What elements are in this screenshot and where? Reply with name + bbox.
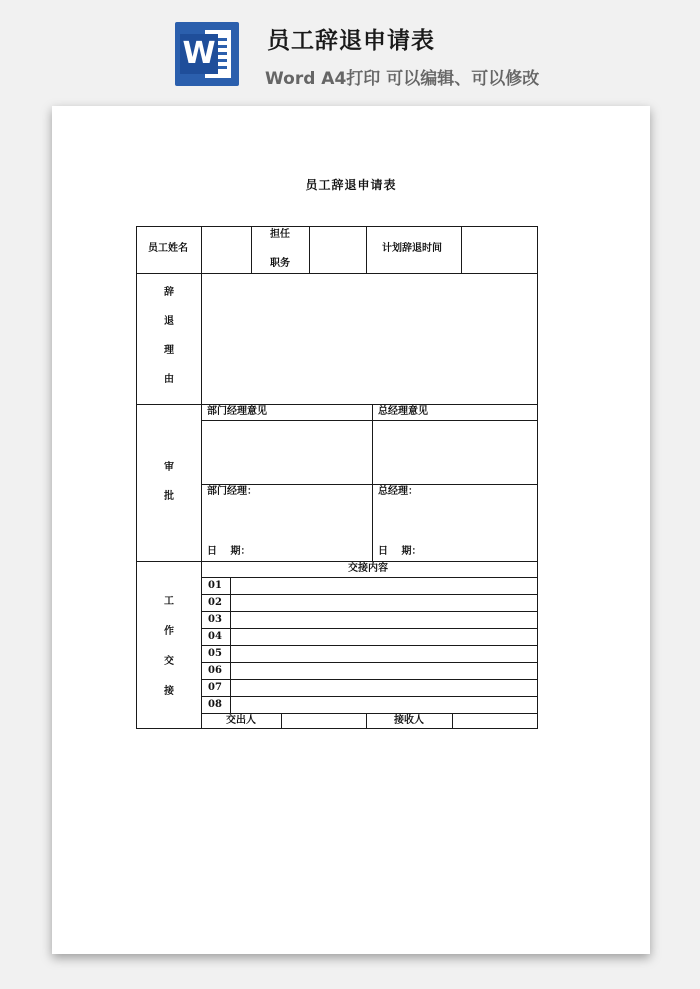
word-icon bbox=[175, 22, 239, 86]
handover-item-field[interactable] bbox=[231, 663, 537, 679]
handover-item-field[interactable] bbox=[231, 680, 537, 696]
handover-item-no: 05 bbox=[208, 648, 222, 659]
employee-name-label: 员工姓名 bbox=[148, 243, 188, 254]
employee-name-field[interactable] bbox=[202, 227, 251, 273]
post-field[interactable] bbox=[310, 227, 366, 273]
planned-date-field[interactable] bbox=[462, 227, 537, 273]
giver-field[interactable] bbox=[282, 714, 366, 728]
gm-opinion-field[interactable] bbox=[373, 421, 537, 484]
post-label-line2: 职务 bbox=[270, 258, 290, 269]
handover-item-field[interactable] bbox=[231, 629, 537, 645]
handover-item-field[interactable] bbox=[231, 578, 537, 594]
approval-label: 审 批 bbox=[164, 462, 174, 502]
dept-date-label: 日 期： bbox=[207, 546, 251, 557]
resignation-form-table bbox=[136, 226, 538, 729]
handover-content-header: 交接内容 bbox=[348, 563, 388, 574]
reason-label: 辞 退 理 由 bbox=[164, 287, 174, 385]
receiver-field[interactable] bbox=[453, 714, 537, 728]
receiver-label: 接收人 bbox=[394, 715, 424, 726]
gm-opinion-label: 总经理意见 bbox=[378, 406, 428, 417]
handover-item-no: 06 bbox=[208, 665, 222, 676]
handover-item-field[interactable] bbox=[231, 595, 537, 611]
handover-item-no: 02 bbox=[208, 597, 222, 608]
handover-item-field[interactable] bbox=[231, 697, 537, 713]
handover-item-no: 04 bbox=[208, 631, 222, 642]
post-label-line1: 担任 bbox=[270, 229, 290, 240]
form-title: 员工辞退申请表 bbox=[305, 178, 397, 192]
gm-date-label: 日 期： bbox=[378, 546, 422, 557]
planned-date-label: 计划辞退时间 bbox=[382, 243, 442, 254]
handover-item-no: 03 bbox=[208, 614, 222, 625]
handover-item-field[interactable] bbox=[231, 646, 537, 662]
banner-title: 员工辞退申请表 bbox=[267, 28, 435, 54]
dept-manager-opinion-field[interactable] bbox=[202, 421, 372, 484]
handover-item-no: 07 bbox=[208, 682, 222, 693]
handover-item-no: 01 bbox=[208, 580, 222, 591]
gm-sign-label: 总经理： bbox=[378, 486, 418, 497]
handover-item-no: 08 bbox=[208, 699, 222, 710]
handover-item-field[interactable] bbox=[231, 612, 537, 628]
banner-subtitle: Word A4打印 可以编辑、可以修改 bbox=[265, 69, 540, 89]
word-letter: W bbox=[180, 34, 218, 74]
giver-label: 交出人 bbox=[226, 715, 256, 726]
handover-label: 工 作 交 接 bbox=[164, 596, 174, 697]
document-page bbox=[52, 106, 650, 954]
reason-field[interactable] bbox=[202, 274, 537, 404]
dept-manager-sign-label: 部门经理： bbox=[207, 486, 257, 497]
dept-manager-opinion-label: 部门经理意见 bbox=[207, 406, 267, 417]
